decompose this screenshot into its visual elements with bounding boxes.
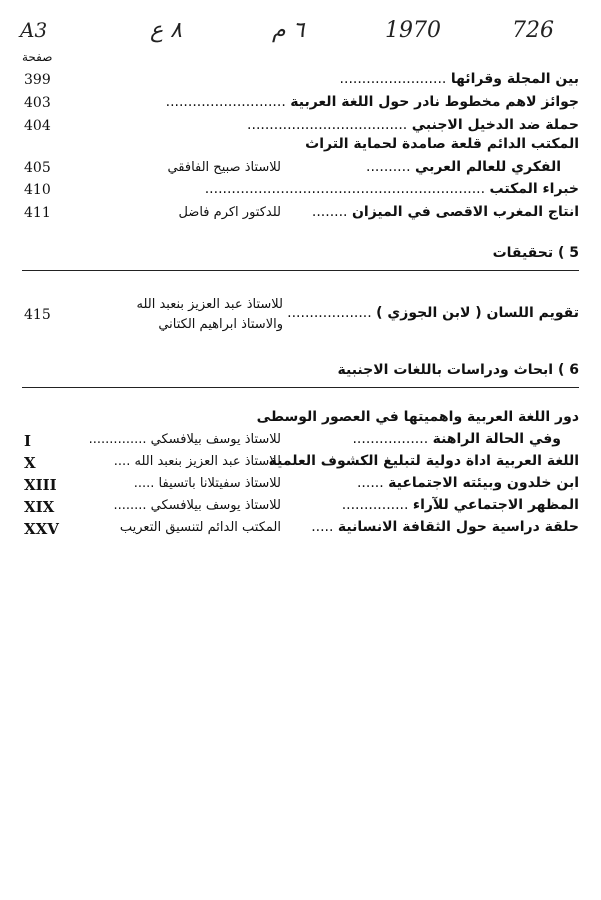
toc-entry <box>0 452 601 474</box>
toc-page-number: XXV <box>24 520 59 538</box>
toc-title: اللغة العربية اداة دولية لتبليغ الكشوف العلمية <box>268 453 579 469</box>
page-column-header: صفحة <box>22 50 53 64</box>
section-5-heading: 5 ) تحقيقات <box>492 245 579 261</box>
toc-author: للاستاذ يوسف بيلافسكي ........ <box>113 498 281 513</box>
toc-entry <box>0 158 601 180</box>
toc-entry <box>0 70 601 92</box>
toc-title: الفكري للعالم العربي .......... <box>366 159 561 175</box>
toc-entry <box>0 180 601 202</box>
toc-title: ابن خلدون وبيئته الاجتماعية ...... <box>356 475 579 491</box>
section-6-heading: 6 ) ابحاث ودراسات باللغات الاجنبية <box>337 362 579 378</box>
toc-title: حلقة دراسية حول الثقافة الانسانية ..... <box>311 519 579 535</box>
toc-page-number: 405 <box>24 160 51 176</box>
toc-author: للاستاذ عبد العزيز بنعبد الله .... <box>113 454 281 469</box>
handwritten-year: 1970 <box>385 18 441 43</box>
toc-title: وفي الحالة الراهنة ................. <box>352 431 561 447</box>
section-5-rule <box>22 270 579 271</box>
toc-page-number: X <box>24 454 36 472</box>
handwritten-ref: A3 <box>20 18 48 42</box>
toc-page-number: XIII <box>24 476 57 494</box>
toc-page-number: 404 <box>24 118 51 134</box>
toc-entry <box>0 295 601 339</box>
toc-entry <box>0 518 601 540</box>
toc-title: انتاج المغرب الاقصى في الميزان ........ <box>311 204 579 220</box>
toc-page-number: 399 <box>24 72 51 88</box>
toc-page-number: 410 <box>24 182 51 198</box>
handwritten-volume: ٦ م <box>272 18 305 43</box>
toc-author: للاستاذ سفيتلانا باتسيفا ..... <box>133 476 281 491</box>
toc-entry <box>0 430 601 452</box>
toc-title: بين المجلة وقرائها ........................ <box>339 71 579 87</box>
toc-author: للاستاذ عبد العزيز بنعبد الله والاستاذ ابراهيم الكتاني <box>136 297 283 332</box>
toc-entry <box>0 93 601 115</box>
toc-title: دور اللغة العربية واهميتها في العصور الوسطى <box>256 409 579 425</box>
toc-title: تقويم اللسان ( لابن الجوزي ) ................... <box>287 305 579 321</box>
toc-author: للاستاذ يوسف بيلافسكي .............. <box>88 432 281 447</box>
toc-title: المكتب الدائم قلعة صامدة لحماية التراث <box>305 136 579 152</box>
handwritten-issue: ٨ ع <box>150 18 182 43</box>
toc-entry <box>0 135 601 157</box>
section-6-rule <box>22 387 579 388</box>
toc-author: للاستاذ صبيح الفافقي <box>167 160 281 175</box>
toc-title: المظهر الاجتماعي للآراء ............... <box>341 497 579 513</box>
toc-title: حملة ضد الدخيل الاجنبي .................................... <box>247 117 579 133</box>
toc-page-number: XIX <box>24 498 55 516</box>
handwritten-pages: 726 <box>512 18 554 43</box>
toc-page-number: 403 <box>24 95 51 111</box>
toc-entry <box>0 474 601 496</box>
toc-author: للدكتور اكرم فاضل <box>178 205 281 220</box>
toc-title: خبراء المكتب ............................................................... <box>204 181 579 197</box>
toc-title: جوائز لاهم مخطوط نادر حول اللغة العربية ........................... <box>165 94 579 110</box>
toc-page-number: 411 <box>24 205 51 221</box>
toc-entry <box>0 203 601 225</box>
toc-author: المكتب الدائم لتنسيق التعريب <box>119 520 281 535</box>
toc-entry <box>0 496 601 518</box>
toc-entry <box>0 408 601 430</box>
toc-page-number: 415 <box>24 307 51 323</box>
toc-page-number: I <box>24 432 32 450</box>
